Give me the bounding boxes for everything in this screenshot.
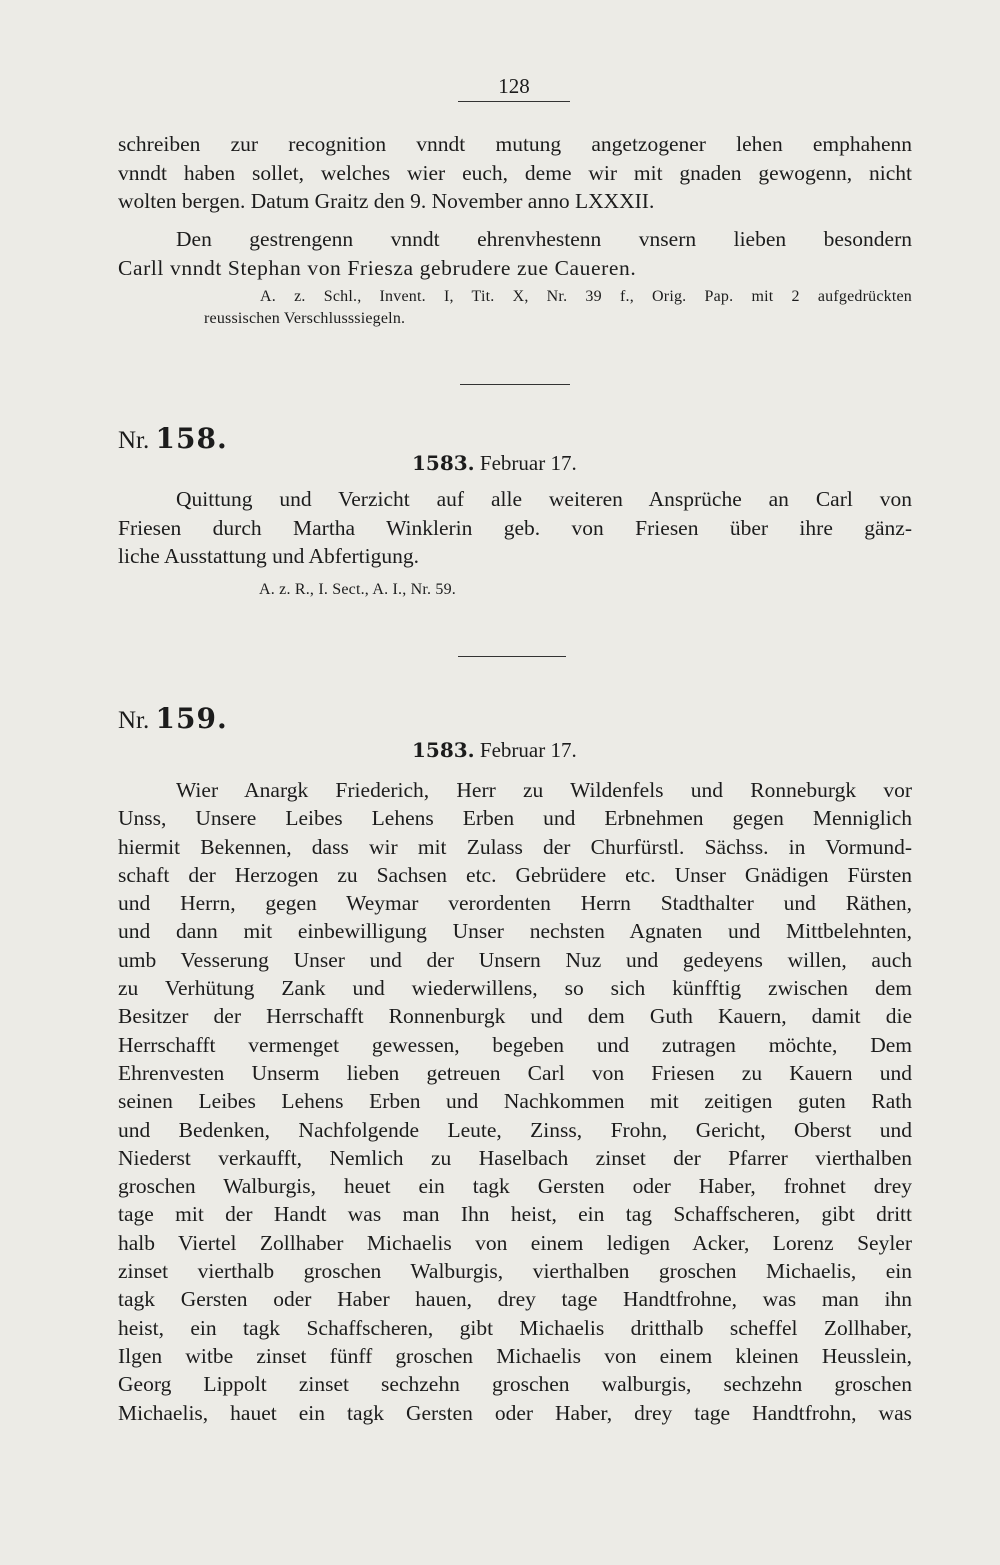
- page-number: 128: [458, 74, 570, 102]
- document-number-159: [118, 702, 228, 735]
- text-line: tage mit der Handt was man Ihn heist, ein tag Schaffscheren, gibt dritt: [118, 1202, 912, 1227]
- nr-value: 159.: [155, 702, 228, 735]
- text-line: umb Vesserung Unser und der Unsern Nuz und gedeyens willen, auch: [118, 947, 912, 972]
- text-line: Besitzer der Herrschafft Ronnenburgk und dem Guth Kauern, damit die: [118, 1004, 912, 1029]
- source-note: [204, 286, 912, 330]
- text-line: Herrschafft vermenget gewessen, begeben und zutragen möchte, Dem: [118, 1032, 912, 1057]
- text-line: wolten bergen. Datum Graitz den 9. November anno LXXXII.: [118, 189, 655, 214]
- date-year: 1583.: [412, 738, 475, 762]
- document-number-158: [118, 422, 228, 455]
- intro-paragraph: [118, 130, 912, 216]
- nr-value: 158.: [155, 422, 228, 455]
- text-line: Georg Lippolt zinset sechzehn groschen walburgis, sechzehn groschen: [118, 1372, 912, 1397]
- text-line: Friesen durch Martha Winklerin geb. von Friesen über ihre gänz-: [118, 515, 912, 540]
- date-year: 1583.: [412, 451, 475, 475]
- address-paragraph: [118, 225, 912, 282]
- text-line: Den gestrengenn vnndt ehrenvhestenn vnsern lieben besondern: [176, 227, 912, 251]
- text-line: liche Ausstattung und Abfertigung.: [118, 544, 419, 569]
- text-line: Quittung und Verzicht auf alle weiteren Ansprüche an Carl von: [176, 487, 912, 511]
- text-line: halb Viertel Zollhaber Michaelis von einem ledigen Acker, Lorenz Seyler: [118, 1230, 912, 1255]
- text-line: groschen Walburgis, heuet ein tagk Gersten oder Haber, frohnet drey: [118, 1174, 912, 1199]
- document-date-159: [412, 738, 577, 763]
- note-line: reussischen Verschlusssiegeln.: [204, 310, 406, 327]
- date-day: Februar 17.: [479, 738, 577, 762]
- text-line: Carll vnndt Stephan von Friesza gebrudere zue Caueren.: [118, 255, 637, 280]
- text-line: tagk Gersten oder Haber hauen, drey tage Handtfrohne, was man ihn: [118, 1287, 912, 1312]
- nr-label: Nr.: [118, 427, 150, 454]
- text-line: Ehrenvesten Unserm lieben getreuen Carl von Friesen zu Kauern und: [118, 1060, 912, 1085]
- note-line: A. z. Schl., Invent. I, Tit. X, Nr. 39 f., Orig. Pap. mit 2 aufgedrückten: [260, 288, 912, 305]
- text-line: schreiben zur recognition vnndt mutung angetzogener lehen emphahenn: [118, 132, 912, 156]
- text-line: Unss, Unsere Leibes Lehens Erben und Erbnehmen gegen Menniglich: [118, 806, 912, 831]
- text-line: Michaelis, hauet ein tagk Gersten oder Haber, drey tage Handtfrohn, was: [118, 1400, 912, 1425]
- text-line: Ilgen witbe zinset fünff groschen Michaelis von einem kleinen Heusslein,: [118, 1343, 912, 1368]
- section-divider: [460, 384, 570, 385]
- document-date-158: [412, 451, 577, 476]
- text-line: zinset vierthalb groschen Walburgis, vierthalben groschen Michaelis, ein: [118, 1259, 912, 1284]
- text-line: zu Verhütung Zank und wiederwillens, so sich künfftig zwischen dem: [118, 976, 912, 1001]
- text-line: seinen Leibes Lehens Erben und Nachkommen mit zeitigen guten Rath: [118, 1089, 912, 1114]
- text-line: und Bedenken, Nachfolgende Leute, Zinss, Frohn, Gericht, Oberst und: [118, 1117, 912, 1142]
- text-line: und Herrn, gegen Weymar verordenten Herrn Stadthalter und Räthen,: [118, 891, 912, 916]
- text-line: und dann mit einbewilligung Unser nechsten Agnaten und Mittbelehnten,: [118, 919, 912, 944]
- summary-158: [118, 485, 912, 571]
- text-line: heist, ein tagk Schaffscheren, gibt Michaelis dritthalb scheffel Zollhaber,: [118, 1315, 912, 1340]
- text-line: hiermit Bekennen, dass wir mit Zulass der Churfürstl. Sächss. in Vormund-: [118, 834, 912, 859]
- date-day: Februar 17.: [479, 451, 577, 475]
- text-line: Wier Anargk Friederich, Herr zu Wildenfels und Ronneburgk vor: [176, 778, 912, 802]
- section-divider: [458, 656, 566, 657]
- text-line: Niederst verkaufft, Nemlich zu Haselbach zinset der Pfarrer vierthalben: [118, 1145, 912, 1170]
- source-note-158: A. z. R., I. Sect., A. I., Nr. 59.: [259, 581, 457, 598]
- text-line: vnndt haben sollet, welches wier euch, deme wir mit gnaden gewogenn, nicht: [118, 160, 912, 185]
- nr-label: Nr.: [118, 707, 150, 734]
- text-line: schaft der Herzogen zu Sachsen etc. Gebrüdere etc. Unser Gnädigen Fürsten: [118, 862, 912, 887]
- body-159: [118, 776, 912, 1427]
